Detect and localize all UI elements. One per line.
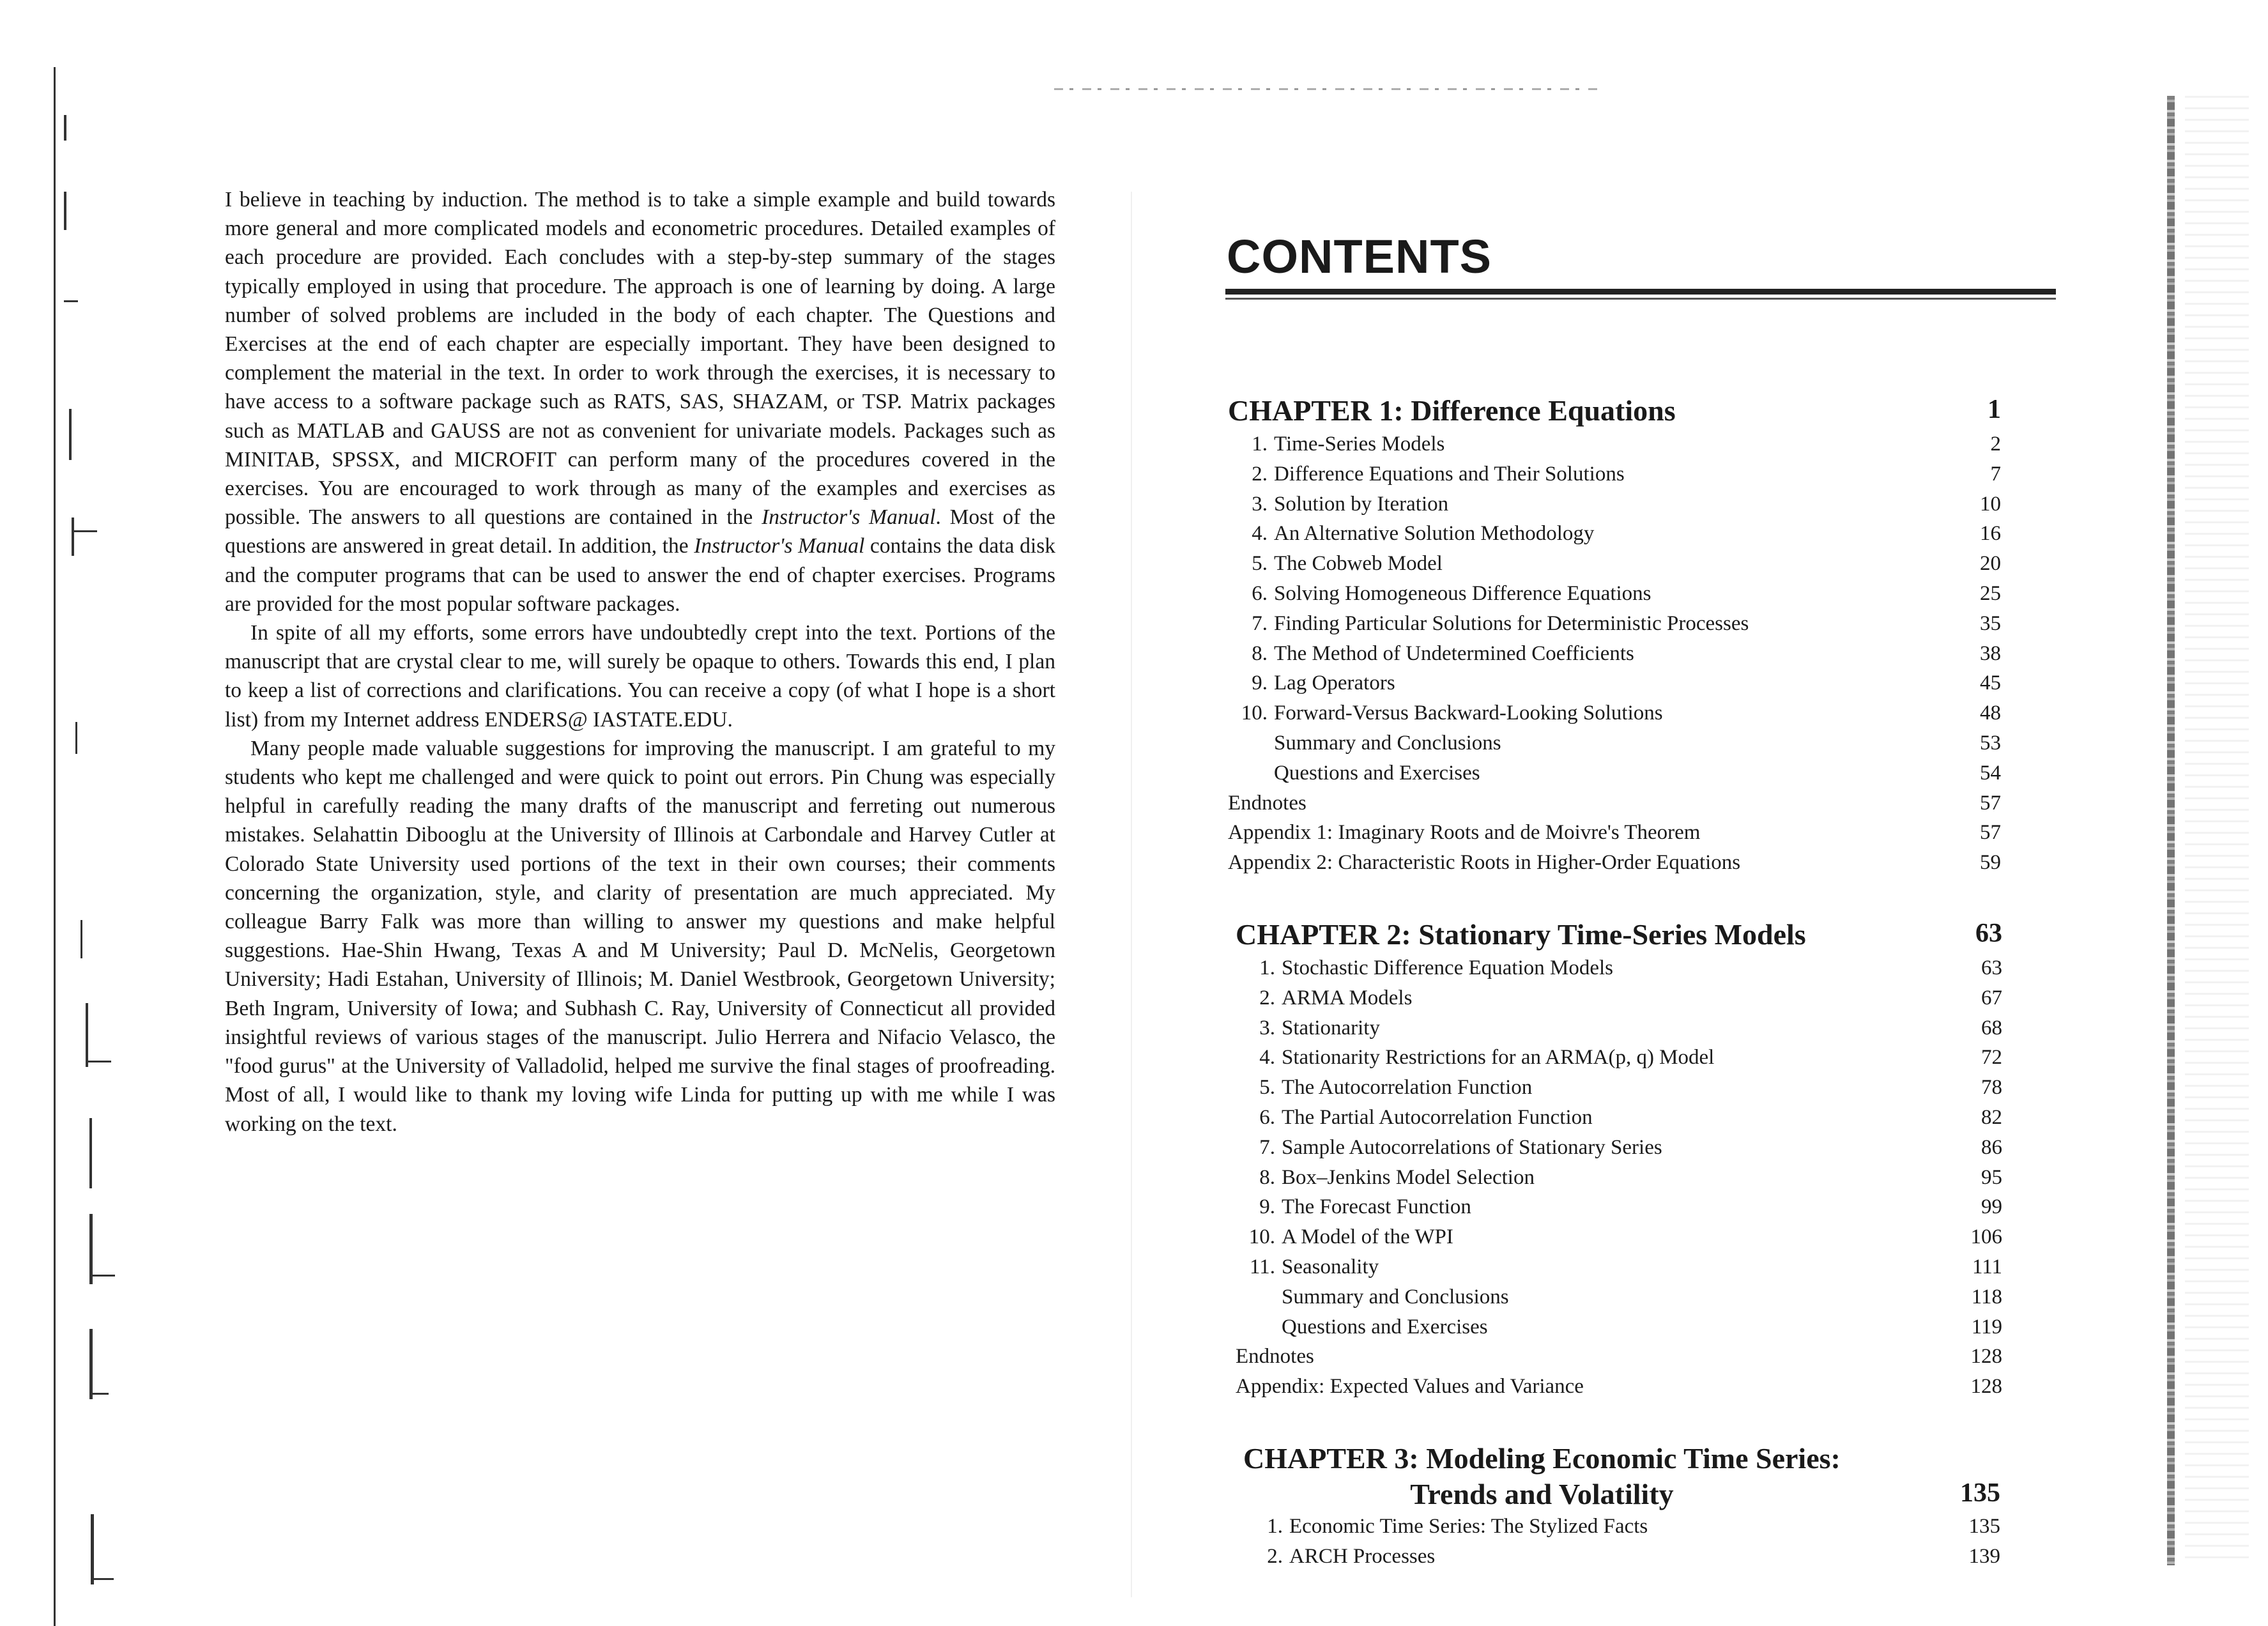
toc-entry	[1228, 698, 1663, 728]
toc-entry-label: Stochastic Difference Equation Models	[1282, 956, 1613, 979]
toc-entry	[1236, 1043, 1714, 1072]
toc-entry-page: 10	[1980, 492, 2001, 516]
toc-entry	[1236, 1103, 1593, 1132]
toc-entry-label: A Model of the WPI	[1282, 1225, 1453, 1249]
toc-entry-label: Solution by Iteration	[1274, 492, 1449, 516]
toc-entry-label: Difference Equations and Their Solutions	[1274, 462, 1625, 486]
toc-entry-label: The Method of Undetermined Coefficients	[1274, 641, 1634, 665]
toc-entry-number: 6.	[1259, 1106, 1275, 1129]
toc-entry-label: Summary and Conclusions	[1282, 1285, 1509, 1308]
toc-entry-label: Summary and Conclusions	[1274, 732, 1501, 755]
book-title-emphasis: Instructor's Manual	[762, 505, 936, 530]
toc-entry	[1228, 788, 1306, 818]
toc-entry-number: 10.	[1241, 702, 1268, 725]
scan-tick	[91, 1514, 94, 1584]
contents-rule	[1225, 298, 2056, 300]
toc-entry	[1228, 668, 1395, 698]
toc-entry-number: 1.	[1259, 956, 1275, 979]
toc-entry	[1236, 1192, 1471, 1222]
toc-entry	[1236, 1013, 1380, 1043]
toc-entry-page: 86	[1981, 1135, 2002, 1159]
toc-entry-page: 106	[1970, 1225, 2002, 1249]
toc-entry-number: 5.	[1259, 1076, 1275, 1100]
chapter-title-main: CHAPTER 3: Modeling Economic Time Series:	[1243, 1442, 1841, 1475]
toc-entry	[1228, 549, 1443, 578]
toc-entry-label: ARCH Processes	[1289, 1544, 1436, 1568]
toc-entry	[1228, 609, 1749, 638]
toc-entry-page: 2	[1990, 433, 2001, 456]
toc-entry-page: 45	[1980, 671, 2001, 695]
toc-entry-label: Endnotes	[1236, 1345, 1314, 1369]
toc-entry	[1243, 1512, 1648, 1541]
toc-entry-label: Time-Series Models	[1274, 433, 1445, 456]
chapter-page-number: 135	[1960, 1478, 2000, 1508]
book-gutter	[1131, 192, 1132, 1597]
toc-entry-label: The Partial Autocorrelation Function	[1282, 1106, 1593, 1129]
toc-entry-page: 128	[1970, 1345, 2002, 1369]
scan-tick	[80, 920, 82, 958]
toc-entry-page: 99	[1981, 1195, 2002, 1219]
toc-entry-number: 7.	[1252, 611, 1268, 635]
toc-entry-label: Finding Particular Solutions for Deterministic Processes	[1274, 611, 1749, 635]
toc-entry-number: 2.	[1259, 986, 1275, 1009]
toc-entry-page: 20	[1980, 552, 2001, 576]
scan-tick	[69, 409, 72, 460]
scan-tick	[89, 1393, 109, 1395]
toc-entry-page: 16	[1980, 522, 2001, 546]
toc-entry-label: Endnotes	[1228, 791, 1306, 815]
toc-entry-label: Questions and Exercises	[1274, 761, 1480, 785]
toc-entry-page: 25	[1980, 582, 2001, 605]
scan-tick	[89, 1214, 93, 1284]
chapter-subtitle: Trends and Volatility	[1410, 1478, 1674, 1510]
toc-entry-number: 7.	[1259, 1135, 1275, 1159]
toc-entry-page: 119	[1971, 1315, 2002, 1338]
contents-heading: CONTENTS	[1227, 230, 1492, 283]
toc-entry-page: 111	[1972, 1255, 2002, 1278]
scan-tick	[86, 1003, 88, 1067]
toc-entry	[1228, 579, 1651, 608]
toc-entry-number: 3.	[1252, 492, 1268, 516]
toc-entry-number: 2.	[1267, 1544, 1283, 1568]
scan-tick	[86, 1061, 111, 1062]
contents-rule	[1225, 289, 2056, 295]
toc-entry-number: 2.	[1252, 462, 1268, 486]
toc-entry-number: 11.	[1249, 1255, 1275, 1278]
toc-entry-label: Stationarity Restrictions for an ARMA(p, q) Model	[1282, 1046, 1715, 1070]
preface-paragraph: Many people made valuable suggestions for improving the manuscript. I am grateful to my students who kept me challenged and were quick to point out errors. Pin Chung was especially helpful in carefully reading the many drafts of the manuscript and ferreting out numerous mistakes. Selahattin Dibooglu at the University of Illinois at Carbondale and Harvey Cutler at Colorado State University used portions of the text in their own courses; their comments concerning the organization, style, and clarity of presentation are much appreciated. My colleague Barry Falk was more than willing to answer my questions and make helpful suggestions. Hae-Shin Hwang, Texas A and M University; Paul D. McNelis, Georgetown University; Hadi Estahan, University of Illinois; M. Daniel Westbrook, Georgetown University; Beth Ingram, University of Iowa; and Subhash C. Ray, University of Connecticut all provided insightful reviews of various stages of the manuscript. Julio Herrera and Nifacio Velasco, the "food gurus" at the University of Valladolid, helped me survive the final stages of proofreading. Most of all, I would like to thank my loving wife Linda for putting up with me while I was working on the text.	[225, 736, 1055, 1136]
toc-entry	[1228, 639, 1634, 668]
chapter-title: CHAPTER 1: Difference Equations	[1228, 394, 1676, 427]
toc-entry-label: Box–Jenkins Model Selection	[1282, 1165, 1535, 1189]
preface-paragraph: In spite of all my efforts, some errors have undoubtedly crept into the text. Portions of the manuscript that are crystal clear to me, will surely be opaque to others. Towards this end, I plan to keep a list of corrections and clarifications. You can receive a copy (of what I hope is a short list) from my Internet address ENDERS@ IASTATE.EDU.	[225, 621, 1055, 732]
toc-entry-page: 63	[1981, 956, 2002, 979]
toc-entry-label: Lag Operators	[1274, 671, 1395, 695]
scan-edge-left	[54, 67, 56, 1626]
toc-entry-number: 9.	[1259, 1195, 1275, 1219]
toc-entry-number: 4.	[1259, 1046, 1275, 1070]
toc-entry-label: Questions and Exercises	[1282, 1315, 1488, 1338]
toc-entry-page: 48	[1980, 702, 2001, 725]
preface-text	[225, 185, 1055, 1139]
toc-chapter-3	[1243, 1444, 2074, 1610]
scan-tick	[89, 1275, 115, 1277]
toc-entry-label: Appendix 2: Characteristic Roots in Higher-Order Equations	[1228, 851, 1741, 875]
toc-entry-page: 128	[1970, 1375, 2002, 1399]
scan-tick	[72, 518, 74, 556]
toc-entry	[1228, 728, 1501, 758]
toc-entry	[1236, 1282, 1509, 1312]
toc-entry-page: 35	[1980, 611, 2001, 635]
toc-entry-number: 8.	[1259, 1165, 1275, 1189]
scan-noise-right	[2185, 96, 2249, 1565]
scan-tick	[72, 530, 97, 532]
scan-tick	[91, 1578, 114, 1580]
toc-entry-page: 68	[1981, 1016, 2002, 1039]
toc-entry-label: ARMA Models	[1282, 986, 1413, 1009]
preface-paragraph: I believe in teaching by induction. The method is to take a simple example and build towards more general and more complicated models and econometric procedures. Detailed examples of each procedure are provided. Each concludes with a step-by-step summary of the stages typically employed in using that procedure. The approach is one of learning by doing. A large number of solved problems are included in the body of each chapter. The Questions and Exercises at the end of each chapter are especially important. They have been designed to complement the material in the text. In order to work through the exercises, it is necessary to have access to a software package such as RATS, SAS, SHAZAM, or TSP. Matrix packages such as MATLAB and GAUSS are not as convenient for univariate models. Packages such as MINITAB, SPSSX, and MICROFIT can perform many of the procedures covered in the exercises. You are encouraged to work through as many of the examples and exercises as possible. The answers to all questions are contained in the Instructor's Manual. Most of the questions are answered in great detail. In addition, the Instructor's Manual contains the data disk and the computer programs that can be used to answer the end of chapter exercises. Programs are provided for the most popular software packages.	[225, 188, 1056, 616]
toc-entry-page: 38	[1980, 641, 2001, 665]
toc-entry-label: Sample Autocorrelations of Stationary Series	[1282, 1135, 1662, 1159]
toc-entry	[1228, 758, 1480, 788]
book-title-emphasis: Instructor's Manual	[694, 534, 865, 558]
chapter-page-number: 63	[1975, 919, 2002, 948]
toc-entry-number: 9.	[1252, 671, 1268, 695]
toc-entry	[1236, 1312, 1488, 1342]
toc-entry-label: Solving Homogeneous Difference Equations	[1274, 582, 1651, 605]
toc-entry	[1236, 1342, 1314, 1371]
toc-entry	[1228, 818, 1700, 847]
toc-entry	[1236, 1073, 1532, 1102]
toc-entry-page: 53	[1980, 732, 2001, 755]
toc-entry-label: Seasonality	[1282, 1255, 1379, 1278]
toc-entry-number: 4.	[1252, 522, 1268, 546]
toc-entry-label: Appendix: Expected Values and Variance	[1236, 1375, 1584, 1399]
toc-entry	[1236, 1252, 1379, 1282]
toc-entry-number: 8.	[1252, 641, 1268, 665]
toc-entry	[1228, 848, 1740, 877]
toc-entry-label: An Alternative Solution Methodology	[1274, 522, 1595, 546]
scan-tick	[89, 1329, 93, 1399]
scan-streak	[1054, 88, 1597, 90]
toc-entry-page: 95	[1981, 1165, 2002, 1189]
chapter-title	[1243, 1444, 1841, 1509]
toc-entry	[1236, 1372, 1584, 1401]
toc-entry-number: 1.	[1267, 1515, 1283, 1538]
toc-entry-page: 139	[1968, 1544, 2000, 1568]
toc-entry-number: 1.	[1252, 433, 1268, 456]
toc-entry-number: 6.	[1252, 582, 1268, 605]
toc-entry	[1228, 429, 1444, 459]
toc-entry-page: 118	[1971, 1285, 2002, 1308]
scan-tick	[64, 192, 66, 230]
toc-entry-page: 54	[1980, 761, 2001, 785]
toc-entry-label: Forward-Versus Backward-Looking Solutions	[1274, 702, 1663, 725]
toc-entry-page: 67	[1981, 986, 2002, 1009]
toc-entry	[1236, 1133, 1662, 1162]
scan-edge-right	[2167, 96, 2175, 1565]
toc-entry-label: The Forecast Function	[1282, 1195, 1471, 1219]
toc-entry	[1228, 459, 1625, 489]
toc-entry-label: Appendix 1: Imaginary Roots and de Moivre's Theorem	[1228, 821, 1701, 845]
toc-entry-page: 78	[1981, 1076, 2002, 1100]
scan-tick	[64, 300, 78, 302]
toc-entry-label: Stationarity	[1282, 1016, 1380, 1039]
toc-entry-page: 59	[1980, 851, 2001, 875]
chapter-title: CHAPTER 2: Stationary Time-Series Models	[1236, 918, 1806, 951]
toc-entry	[1228, 519, 1594, 548]
toc-entry	[1228, 489, 1448, 519]
toc-entry-number: 3.	[1259, 1016, 1275, 1039]
toc-entry-page: 57	[1980, 791, 2001, 815]
scan-tick	[64, 115, 66, 141]
toc-entry	[1236, 953, 1613, 983]
toc-entry	[1236, 1163, 1535, 1192]
toc-entry	[1243, 1542, 1435, 1571]
toc-entry	[1236, 983, 1412, 1013]
toc-entry-label: The Autocorrelation Function	[1282, 1076, 1533, 1100]
toc-entry	[1236, 1222, 1453, 1252]
toc-entry-page: 135	[1968, 1515, 2000, 1538]
toc-entry-page: 57	[1980, 821, 2001, 845]
toc-entry-page: 7	[1990, 462, 2001, 486]
scan-tick	[75, 722, 77, 754]
toc-entry-page: 72	[1981, 1046, 2002, 1070]
toc-entry-label: The Cobweb Model	[1274, 552, 1443, 576]
toc-entry-number: 10.	[1248, 1225, 1275, 1249]
toc-entry-page: 82	[1981, 1106, 2002, 1129]
toc-entry-label: Economic Time Series: The Stylized Facts	[1289, 1515, 1648, 1538]
chapter-page-number: 1	[1988, 395, 2001, 424]
toc-chapter-2	[1236, 920, 2066, 1406]
toc-chapter-1	[1228, 396, 2058, 882]
scan-tick	[89, 1118, 92, 1188]
toc-entry-number: 5.	[1252, 552, 1268, 576]
